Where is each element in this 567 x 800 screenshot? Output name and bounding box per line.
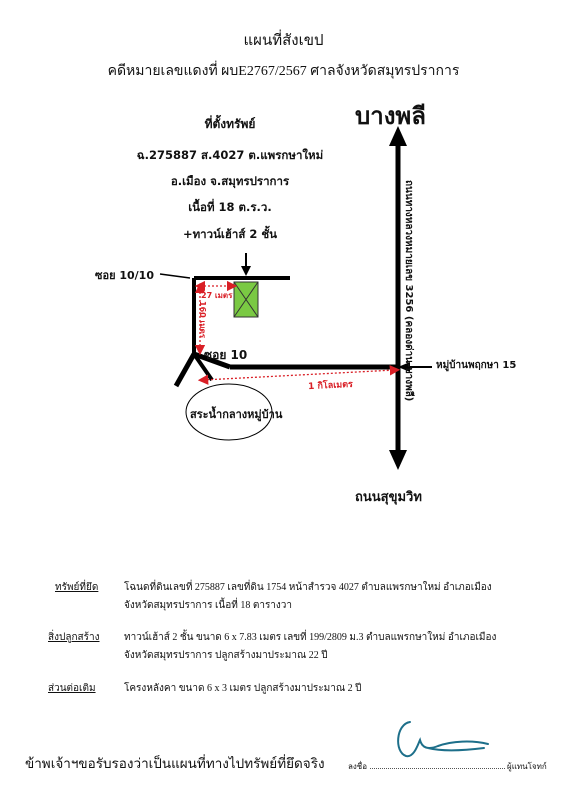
building-line-1: ทาวน์เฮ้าส์ 2 ชั้น ขนาด 6 x 7.83 เมตร เลขที่ 199/2809 ม.3 ตำบลแพรกษาใหม่ อำเภอเมือง bbox=[124, 632, 497, 643]
signature-line bbox=[370, 768, 505, 769]
north-label: บางพลี bbox=[355, 102, 426, 130]
highway-label: ถนนทางหลวงหมายเลข 3256 (คลองด่าน-บางพลี) bbox=[403, 180, 414, 402]
soi-pointer-line bbox=[160, 274, 190, 278]
addition-label: ส่วนต่อเติม bbox=[48, 683, 96, 694]
property-line-2: อ.เมือง จ.สมุทรปราการ bbox=[170, 174, 290, 188]
property-heading: ที่ตั้งทรัพย์ bbox=[204, 117, 256, 131]
soi-10-label: ซอย 10 bbox=[204, 348, 248, 362]
road-to-pool bbox=[176, 354, 194, 386]
page-title: แผนที่สังเขป bbox=[243, 33, 324, 49]
page-subtitle: คดีหมายเลขแดงที่ ผบE2767/2567 ศาลจังหวัดสมุทรปราการ bbox=[107, 64, 460, 79]
property-line-4: +ทาวน์เฮ้าส์ 2 ชั้น bbox=[182, 227, 278, 241]
property-line-1: ฉ.275887 ส.4027 ต.แพรกษาใหม่ bbox=[136, 148, 324, 162]
dist-1km-line bbox=[203, 370, 395, 380]
asset-line-1: โฉนดที่ดินเลขที่ 275887 เลขที่ดิน 1754 หน้าสำรวจ 4027 ตำบลแพรกษาใหม่ อำเภอเมือง bbox=[124, 582, 492, 593]
property-line-3: เนื้อที่ 18 ต.ร.ว. bbox=[188, 200, 272, 214]
dist-27-label: 27 เมตร bbox=[201, 291, 233, 300]
village-label: หมู่บ้านพฤกษา 15 bbox=[436, 360, 517, 371]
dist-160-label: 160 เมตร bbox=[198, 301, 207, 338]
addition-line-1: โครงหลังคา ขนาด 6 x 3 เมตร ปลูกสร้างมาประมาณ 2 ปี bbox=[124, 683, 362, 694]
arrow-south-icon bbox=[389, 450, 407, 470]
signature-image bbox=[388, 714, 498, 764]
soi-10-10-label: ซอย 10/10 bbox=[95, 269, 154, 282]
certification-text: ข้าพเจ้าฯขอรับรองว่าเป็นแผนที่ทางไปทรัพย์ที่ยึดจริง bbox=[25, 756, 325, 771]
asset-label: ทรัพย์ที่ยึด bbox=[55, 582, 99, 593]
south-label: ถนนสุขุมวิท bbox=[355, 490, 422, 505]
signer-role: ผู้แทนโจทก์ bbox=[507, 762, 547, 771]
building-label: สิ่งปลูกสร้าง bbox=[48, 632, 100, 643]
dist-1km-label: 1 กิโลเมตร bbox=[307, 379, 354, 393]
sign-label: ลงชื่อ bbox=[348, 762, 368, 771]
building-arrow-icon bbox=[241, 266, 251, 276]
pool-label: สระน้ำกลางหมู่บ้าน bbox=[190, 408, 283, 421]
asset-line-2: จังหวัดสมุทรปราการ เนื้อที่ 18 ตารางวา bbox=[124, 600, 293, 611]
building-line-2: จังหวัดสมุทรปราการ ปลูกสร้างมาประมาณ 22 ปี bbox=[124, 650, 328, 661]
